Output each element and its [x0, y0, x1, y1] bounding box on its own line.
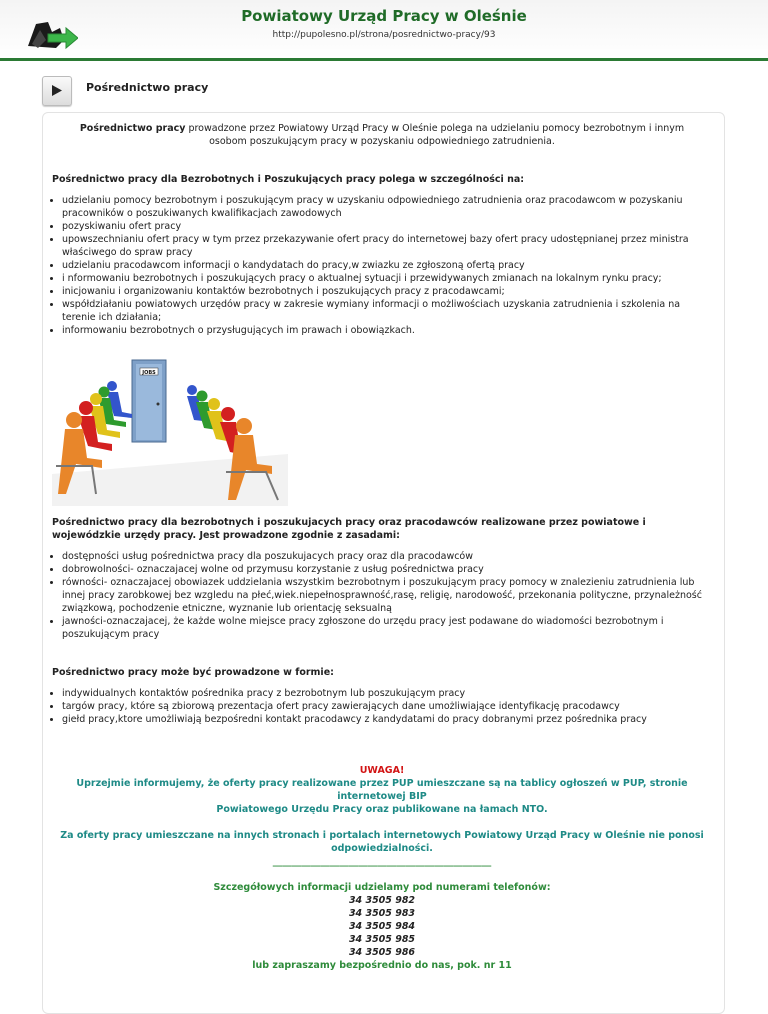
- block2-heading: Pośrednictwo pracy dla bezrobotnych i poszukujacych pracy oraz pracodawców realizowane przez powiatowe i wojewódzkie urzędy pracy. Jest prowadzone zgodnie z zasadami:: [52, 517, 646, 541]
- list-item: • dostępności usług pośrednictwa pracy dla poszukujacych pracy oraz dla pracodawców: [62, 550, 712, 563]
- list-item: • udzielaniu pomocy bezrobotnym i poszukującym pracy w uzyskaniu odpowiedniego zatrudnienia oraz pracodawcom w pozyskaniu pracowników o poszukiwanych kwalifikacjach zawodowych: [62, 194, 712, 220]
- site-title: Powiatowy Urząd Pracy w Oleśnie: [241, 7, 527, 25]
- notice-footer: lub zapraszamy bezpośrednio do nas, pok. nr 11: [252, 960, 512, 971]
- list-item: • udzielaniu pracodawcom informacji o kandydatach do pracy,w zwiazku ze zgłoszoną ofertą pracy: [62, 259, 712, 272]
- section-header: [0, 61, 768, 109]
- list-item: • informowaniu bezrobotnych o przysługujących im prawach i obowiązkach.: [62, 324, 712, 337]
- block2-list: [52, 550, 712, 641]
- list-item: • upowszechnianiu ofert pracy w tym przez przekazywanie ofert pracy do internetowej bazy ofert pracy udostępnianej przez ministra właściwego do spraw pracy: [62, 233, 712, 259]
- door-sign-text: JOBS: [142, 370, 156, 376]
- list-item: • jawności-oznaczajacej, że każde wolne miejsce pracy zgłoszone do urzędu pracy jest podawane do wiadomości bezrobotnym i poszukującym pracy: [62, 615, 712, 641]
- article-content: [52, 122, 712, 972]
- site-header: [0, 0, 768, 61]
- phone-number: 34 3505 982: [348, 895, 416, 906]
- block1-list: [52, 194, 712, 337]
- block3-heading: Pośrednictwo pracy może być prowadzone w formie:: [52, 667, 334, 678]
- list-item: • targów pracy, które są zbiorową prezentacja ofert pracy zawierających dane umożliwiające identyfikację pracodawcy: [62, 700, 712, 713]
- logo-icon[interactable]: [26, 18, 78, 52]
- notice-section: [52, 764, 712, 972]
- notice-line-2: Powiatowego Urzędu Pracy oraz publikowane na łamach NTO.: [216, 804, 548, 815]
- phones-label: Szczegółowych informacji udzielamy pod numerami telefonów:: [213, 882, 551, 893]
- list-item: • indywidualnych kontaktów pośrednika pracy z bezrobotnym lub poszukującym pracy: [62, 687, 712, 700]
- phone-number: 34 3505 986: [348, 947, 416, 958]
- phone-number: 34 3505 983: [348, 908, 416, 919]
- notice-separator: ______________________________________________: [272, 856, 492, 867]
- job-seekers-illustration: [52, 354, 288, 506]
- list-item: • i nformowaniu bezrobotnych i poszukujących pracy o aktualnej sytuacji i przewidywanych zmianach na lokalnym rynku pracy;: [62, 272, 712, 285]
- section-title: Pośrednictwo pracy: [86, 81, 209, 94]
- intro-text: prowadzone przez Powiatowy Urząd Pracy w Oleśnie polega na udzielaniu pomocy bezrobotnym i innym osobom poszukującym pracy w pozyskaniu odpowiedniego zatrudnienia.: [185, 123, 685, 147]
- notice-warning: UWAGA!: [359, 765, 405, 776]
- site-url[interactable]: http://pupolesno.pl/strona/posrednictwo-pracy/93: [272, 30, 496, 40]
- phone-number: 34 3505 985: [348, 934, 416, 945]
- notice-line-3: Za oferty pracy umieszczane na innych stronach i portalach internetowych Powiatowy Urząd Pracy w Oleśnie nie ponosi odpowiedzialności.: [60, 830, 704, 854]
- block1-heading: Pośrednictwo pracy dla Bezrobotnych i Poszukujących pracy polega w szczególności na:: [52, 174, 525, 185]
- section-arrow-button[interactable]: [42, 76, 72, 106]
- phone-number: 34 3505 984: [348, 921, 416, 932]
- list-item: • dobrowolności- oznaczajacej wolne od przymusu korzystanie z usług pośrednictwa pracy: [62, 563, 712, 576]
- block3-list: [52, 687, 712, 726]
- intro-paragraph: [52, 122, 712, 148]
- notice-line-1: Uprzejmie informujemy, że oferty pracy realizowane przez PUP umieszczane są na tablicy ogłoszeń w PUP, stronie internetowej BIP: [76, 778, 688, 802]
- list-item: • równości- oznaczajacej obowiazek uddzielania wszystkim bezrobotnym i poszukującym pracy pomocy w znalezieniu zatrudnienia lub innej pracy zarobkowej bez wzgledu na płeć,wiek.niepełnosprawność,rasę, religię, narodowość, przekonania polityczne, przynależność związkową, pochodzenie etniczne, wyznanie lub orientację seksualną: [62, 576, 712, 615]
- list-item: • współdziałaniu powiatowych urzędów pracy w zakresie wymiany informacji o możliwościach uzyskania zatrudnienia i szkolenia na terenie ich działania;: [62, 298, 712, 324]
- play-arrow-icon: [51, 84, 63, 97]
- intro-bold: Pośrednictwo pracy: [79, 123, 186, 134]
- list-item: • inicjowaniu i organizowaniu kontaktów bezrobotnych i poszukujących pracy z pracodawcami;: [62, 285, 712, 298]
- list-item: • pozyskiwaniu ofert pracy: [62, 220, 712, 233]
- list-item: • giełd pracy,ktore umożliwiają bezpośredni kontakt pracodawcy z kandydatami do pracy dobranymi przez pośrednika pracy: [62, 713, 712, 726]
